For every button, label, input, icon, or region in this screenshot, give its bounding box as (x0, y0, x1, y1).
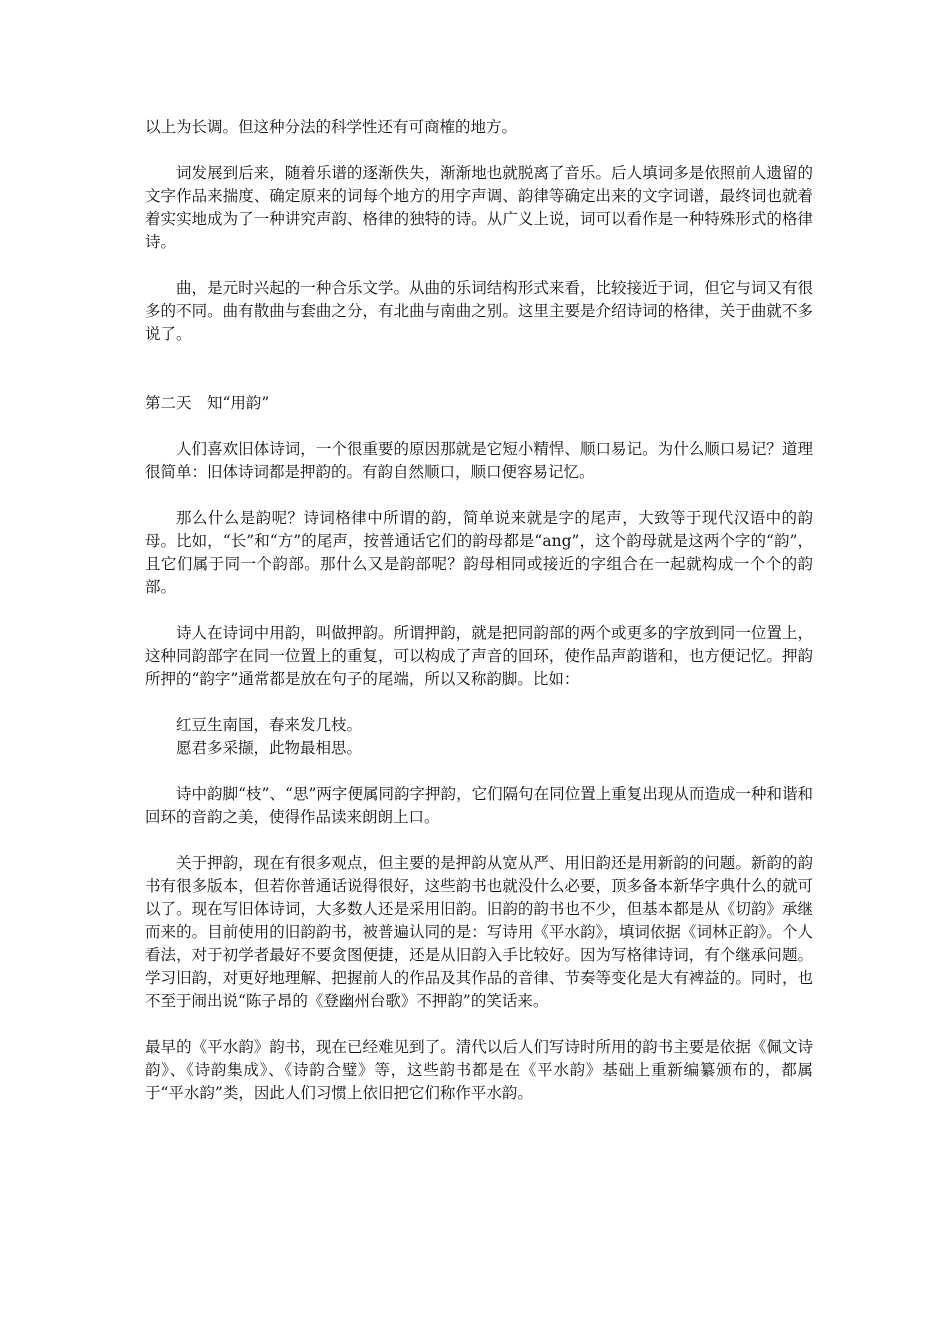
paragraph-pingshui-rhyme: 最早的《平水韵》韵书，现在已经难见到了。清代以后人们写诗时所用的韵书主要是依据《佩文诗韵》、《诗韵集成》、《诗韵合璧》等，这些韵书都是在《平水韵》基础上重新编纂颁布的，都属于“平水韵”类，因此人们习惯上依旧把它们称作平水韵。 (145, 1038, 813, 1102)
paragraph-rhyme-feet: 诗中韵脚“枝”、“思”两字便属同韵字押韵，它们隔句在同位置上重复出现从而造成一种和谐和回环的音韵之美，使得作品读来朗朗上口。 (145, 785, 813, 826)
paragraph-long-tune-note: 以上为长调。但这种分法的科学性还有可商榷的地方。 (145, 118, 518, 136)
section-heading: 第二天 知“用韵” (145, 394, 270, 412)
paragraph-yayun: 诗人在诗词中用韵，叫做押韵。所谓押韵，就是把同韵部的两个或更多的字放到同一位置上，这种同韵部字在同一位置上的重复，可以构成了声音的回环，使作品声韵谐和，也方便记忆。押韵所押的“韵字”通常都是放在句子的尾端，所以又称韵脚。比如： (145, 624, 813, 688)
document-page (145, 116, 813, 1128)
poem-line-2: 愿君多采撷，此物最相思。 (176, 739, 363, 757)
paragraph-why-rhyme: 人们喜欢旧体诗词，一个很重要的原因那就是它短小精悍、顺口易记。为什么顺口易记？道理很简单：旧体诗词都是押韵的。有韵自然顺口，顺口便容易记忆。 (145, 440, 813, 481)
paragraph-what-is-rhyme: 那么什么是韵呢？诗词格律中所谓的韵，简单说来就是字的尾声，大致等于现代汉语中的韵母。比如，“长”和“方”的尾声，按普通话它们的韵母都是“ang”，这个韵母就是这两个字的“韵”，且它们属于同一个韵部。那什么又是韵部呢？韵母相同或接近的字组合在一起就构成一个个的韵部。 (145, 509, 813, 596)
paragraph-qu-intro: 曲，是元时兴起的一种合乐文学。从曲的乐词结构形式来看，比较接近于词，但它与词又有很多的不同。曲有散曲与套曲之分，有北曲与南曲之别。这里主要是介绍诗词的格律，关于曲就不多说了。 (145, 279, 813, 343)
poem-line-1: 红豆生南国，春来发几枝。 (176, 716, 363, 734)
paragraph-old-new-rhyme: 关于押韵，现在有很多观点，但主要的是押韵从宽从严、用旧韵还是用新韵的问题。新韵的韵书有很多版本，但若你普通话说得很好，这些韵书也就没什么必要，顶多备本新华字典什么的就可以了。现在写旧体诗词，大多数人还是采用旧韵。旧韵的韵书也不少，但基本都是从《切韵》承继而来的。目前使用的旧韵韵书，被普遍认同的是：写诗用《平水韵》，填词依据《词林正韵》。个人看法，对于初学者最好不要贪图便捷，还是从旧韵入手比较好。因为写格律诗词，有个继承问题。学习旧韵，对更好地理解、把握前人的作品及其作品的音律、节奏等变化是大有裨益的。同时，也不至于闹出说“陈子昂的《登幽州台歌》不押韵”的笑话来。 (145, 854, 813, 1010)
poem-example (145, 714, 813, 760)
paragraph-ci-development: 词发展到后来，随着乐谱的逐渐佚失，渐渐地也就脱离了音乐。后人填词多是依照前人遗留的文字作品来揣度、确定原来的词每个地方的用字声调、韵律等确定出来的文字词谱，最终词也就着着实实地成为了一种讲究声韵、格律的独特的诗。从广义上说，词可以看作是一种特殊形式的格律诗。 (145, 164, 813, 251)
